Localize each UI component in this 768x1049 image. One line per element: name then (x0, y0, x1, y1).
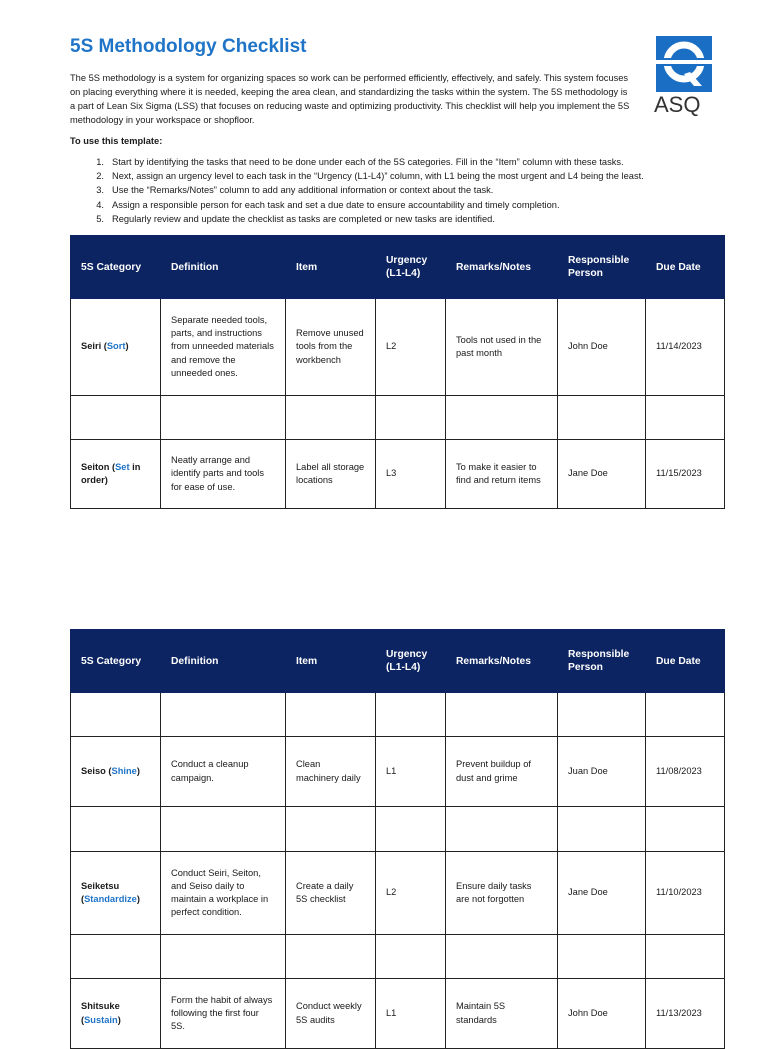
item-cell: Create a daily 5S checklist (286, 852, 376, 935)
urgency-cell: L3 (376, 440, 446, 509)
due-date-cell: 11/14/2023 (646, 299, 725, 396)
remarks-cell (446, 693, 558, 737)
step-item: 2. Next, assign an urgency level to each task in the “Urgency (L1-L4)” column, with L1 being the most urgent and L4 being the least. (96, 171, 644, 182)
due-date-cell (646, 396, 725, 440)
remarks-cell (446, 807, 558, 852)
item-cell (286, 396, 376, 440)
person-cell: Jane Doe (558, 440, 646, 509)
table-row (71, 737, 725, 807)
table-row (71, 935, 725, 979)
step-item: 4. Assign a responsible person for each task and set a due date to ensure accountability and timely completion. (96, 199, 560, 210)
definition-cell (161, 693, 286, 737)
column-header: Due Date (646, 236, 725, 299)
remarks-cell: Maintain 5S standards (446, 979, 558, 1049)
definition-cell (161, 935, 286, 979)
definition-cell: Neatly arrange and identify parts and tools for ease of use. (161, 440, 286, 509)
urgency-cell: L1 (376, 737, 446, 807)
remarks-cell (446, 935, 558, 979)
item-cell (286, 693, 376, 737)
item-cell: Remove unused tools from the workbench (286, 299, 376, 396)
person-cell: John Doe (558, 979, 646, 1049)
remarks-cell: Prevent buildup of dust and grime (446, 737, 558, 807)
item-cell: Clean machinery daily (286, 737, 376, 807)
remarks-cell: Ensure daily tasks are not forgotten (446, 852, 558, 935)
checklist-table-2 (70, 629, 725, 1049)
page-title: 5S Methodology Checklist (70, 36, 307, 57)
due-date-cell (646, 935, 725, 979)
definition-cell (161, 396, 286, 440)
due-date-cell: 11/10/2023 (646, 852, 725, 935)
item-cell (286, 935, 376, 979)
item-cell: Conduct weekly 5S audits (286, 979, 376, 1049)
step-item: 1. Start by identifying the tasks that need to be done under each of the 5S categories. Fill in the “Item” column with these tasks. (96, 157, 624, 167)
column-header: Responsible Person (558, 236, 646, 299)
remarks-cell: To make it easier to find and return items (446, 440, 558, 509)
table-row (71, 807, 725, 852)
column-header: Remarks/Notes (446, 236, 558, 299)
category-cell: Seiso (Shine) (71, 737, 161, 807)
table-header-row (71, 236, 725, 299)
definition-cell: Form the habit of always following the first four 5S. (161, 979, 286, 1049)
column-header: 5S Category (71, 630, 161, 693)
urgency-cell (376, 693, 446, 737)
checklist-table-1 (70, 235, 725, 509)
person-cell (558, 935, 646, 979)
asq-logo (654, 36, 714, 120)
remarks-cell (446, 396, 558, 440)
table-row (71, 852, 725, 935)
due-date-cell (646, 693, 725, 737)
step-item: 5. Regularly review and update the checklist as tasks are completed or new tasks are identified. (96, 213, 495, 224)
due-date-cell (646, 807, 725, 852)
urgency-cell (376, 396, 446, 440)
column-header: Due Date (646, 630, 725, 693)
column-header: Item (286, 236, 376, 299)
urgency-cell: L2 (376, 852, 446, 935)
step-item: 3. Use the “Remarks/Notes” column to add any additional information or context about the task. (96, 185, 494, 196)
column-header: Definition (161, 236, 286, 299)
item-cell (286, 807, 376, 852)
column-header: Responsible Person (558, 630, 646, 693)
definition-cell: Separate needed tools, parts, and instructions from unneeded materials and remove the unneeded ones. (161, 299, 286, 396)
definition-cell: Conduct a cleanup campaign. (161, 737, 286, 807)
category-cell (71, 396, 161, 440)
category-cell (71, 807, 161, 852)
column-header: Definition (161, 630, 286, 693)
urgency-cell (376, 807, 446, 852)
urgency-cell (376, 935, 446, 979)
category-cell (71, 693, 161, 737)
category-cell: Seiton (Set in order) (71, 440, 161, 509)
column-header: 5S Category (71, 236, 161, 299)
table-row (71, 299, 725, 396)
person-cell (558, 396, 646, 440)
table-header-row (71, 630, 725, 693)
item-cell: Label all storage locations (286, 440, 376, 509)
howto-heading: To use this template: (70, 136, 163, 146)
remarks-cell: Tools not used in the past month (446, 299, 558, 396)
person-cell: Juan Doe (558, 737, 646, 807)
column-header: Urgency (L1-L4) (376, 630, 446, 693)
column-header: Remarks/Notes (446, 630, 558, 693)
column-header: Item (286, 630, 376, 693)
category-cell (71, 935, 161, 979)
category-cell: Seiketsu (Standardize) (71, 852, 161, 935)
table-row (71, 396, 725, 440)
asq-logo-text: ASQ (654, 92, 701, 117)
definition-cell: Conduct Seiri, Seiton, and Seiso daily to maintain a workplace in perfect condition. (161, 852, 286, 935)
table-row (71, 693, 725, 737)
due-date-cell: 11/15/2023 (646, 440, 725, 509)
category-cell: Seiri (Sort) (71, 299, 161, 396)
person-cell (558, 693, 646, 737)
definition-cell (161, 807, 286, 852)
due-date-cell: 11/08/2023 (646, 737, 725, 807)
asq-q-logo-icon (656, 36, 712, 92)
due-date-cell: 11/13/2023 (646, 979, 725, 1049)
table-row (71, 979, 725, 1049)
person-cell: John Doe (558, 299, 646, 396)
table-row (71, 440, 725, 509)
column-header: Urgency (L1-L4) (376, 236, 446, 299)
person-cell: Jane Doe (558, 852, 646, 935)
urgency-cell: L1 (376, 979, 446, 1049)
person-cell (558, 807, 646, 852)
intro-paragraph: The 5S methodology is a system for organizing spaces so work can be performed efficiently, effectively, and safely. This system focuses on placing everything where it is needed, keeping the area clean, and standardizing the tasks within the system. The 5S methodology is a part of Lean Six Sigma (LSS) that focuses on reducing waste and optimizing productivity. This checklist will help you implement the 5S methodology in your workspace or shopfloor. (70, 73, 630, 126)
category-cell: Shitsuke (Sustain) (71, 979, 161, 1049)
instruction-steps (70, 155, 690, 226)
urgency-cell: L2 (376, 299, 446, 396)
